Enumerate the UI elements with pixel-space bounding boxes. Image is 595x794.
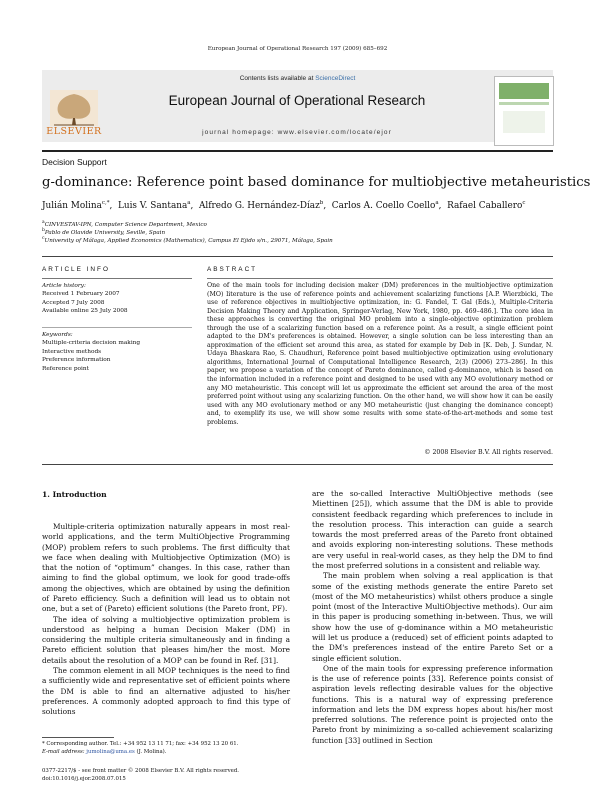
article-title: g-dominance: Reference point based dominance for multiobjective metaheuristics [42,175,591,190]
contents-prefix: Contents lists available at [239,75,316,82]
email-link[interactable]: jumolina@uma.es [86,748,135,755]
affiliation [42,220,207,228]
email-suffix: (J. Molina). [134,748,167,755]
author-affil-mark: a [435,200,439,206]
journal-cover-thumbnail [494,76,554,146]
affil-text: University of Málaga, Applied Economics (Mathematics), Campus El Ejido s/n., 29071, Málaga, Spain [44,237,333,244]
sciencedirect-link[interactable]: ScienceDirect [315,75,356,82]
paragraph: The main problem when solving a real application is that some of the existing methods generate the entire Pareto set (most of the MO metaheuristics) whilst others produce a single point (most of the Interactive MultiObjective methods). Our aim in this paper is producing something in-between. Thus, we will show how the use of g-dominance within a MO metaheuristic will let us produce a (reduced) set of efficient points adapted to the DM's preferences instead of the entire Pareto Set or a single efficient solution. [312,571,553,663]
cover-stripe [499,83,549,99]
body-column-right [312,489,553,746]
author-name: Carlos A. Coello Coello [331,200,436,211]
section-label: Decision Support [42,157,107,167]
section-rule [42,464,553,465]
author-name: Alfredo G. Hernández-Díaz [199,200,320,211]
author-affil-mark: a [187,200,191,206]
header-rule [42,150,553,152]
email-line [42,749,238,757]
paragraph: The idea of solving a multiobjective optimization problem is understood as helping a human Decision Maker (DM) in considering the multiple criteria simultaneously and in finding a Pareto efficient solution that pleases him/her the most. More details about the resolution of a MOP can be found in Ref. [31]. [42,614,290,665]
history-label: Article history: [42,283,86,289]
history-received: Received 1 February 2007 [42,291,120,298]
journal-header [42,70,553,150]
affil-mark: b [42,228,45,233]
paragraph: are the so-called Interactive MultiObjective methods (see Miettinen [25]), which assume that the DM is able to provide consistent feedback regarding which preferences to include in the resolution process. This interaction can guide a search towards the most preferred areas of the Pareto front obtained and avoids exploring non-interesting solutions. These methods are very useful in real-world cases, as they help the DM to find the most preferred solutions in a consistent and reliable way. [312,489,553,570]
affil-mark: a [42,220,45,225]
cover-stripe-thin [499,102,549,105]
author-name: Julián Molina [42,200,102,211]
affil-mark: c [42,236,45,241]
doi-line[interactable]: doi:10.1016/j.ejor.2008.07.015 [42,775,126,782]
paragraph: The common element in all MOP techniques is the need to find a sufficiently wide and representative set of efficient points where the DM is able to find an alternative adjusted to his/her preferences. A commonly adopted approach to find this type of solutions [42,665,290,717]
section-rule [42,256,553,257]
author-affil-mark: c,* [101,200,110,206]
history-online: Available online 25 July 2008 [42,308,128,315]
corresponding-author: * Corresponding author. Tel.: +34 952 13 11 71; fax: +34 952 13 20 61. [42,741,239,747]
journal-title: European Journal of Operational Research [168,93,426,108]
affil-text: Pablo de Olavide University, Seville, Spain [44,229,166,236]
affiliation [42,228,165,236]
author-list: Julián Molina$^{c,*}$, Luis V. Santana$^a$, Alfredo G. Hernández-Díaz$^b$, Carlos A. Coello Coello$^a$, Rafael Caballero$^c$ [42,200,526,211]
history-accepted: Accepted 7 July 2008 [42,299,105,306]
keyword: Multiple-criteria decision making [42,340,141,347]
article-history [42,282,192,316]
article-info-heading: ARTICLE INFO [42,266,110,273]
abstract-rule [207,278,553,279]
contents-line [42,75,553,82]
abstract-text: One of the main tools for including decision maker (DM) preferences in the multiobjective optimization (MO) literature is the use of reference points and achievement scalarizing functions [A.P. Wierzbicki, The use of reference objectives in multiobjective optimization, in: G. Fandel, T. Gal (Eds.), Multiple-Criteria Decision Making Theory and Application, Springer-Verlag, New York, 1980, pp. 469–486.]. The core idea in these approaches is converting the original MO problem into a single-objective optimization problem through the use of a scalarizing function based on a reference point. As a result, a single efficient point adapted to the DM's preferences is obtained. However, a single solution can be less interesting than an approximation of the efficient set around this area, as stated for example by Deb in [K. Deb, J. Sundar, N. Udaya Bhaskara Rao, S. Chaudhuri, Reference point based multiobjective optimization using evolutionary algorithms, International Journal of Computational Intelligence Research, 2(3) (2006) 273–286]. In this paper, we propose a variation of the concept of Pareto dominance, called g-dominance, which is based on the information included in a reference point and designed to be used with any MO evolutionary method or any MO metaheuristic. This concept will let us approximate the efficient set around the area of the most preferred point without using any scalarizing function. On the other hand, we will show how it can be easily used with any MO evolutionary method or any MO metaheuristic (just changing the dominance concept) and, to exemplify its use, we will show some results with some state-of-the-art-methods and some test problems. [207,282,553,426]
copyright: © 2008 Elsevier B.V. All rights reserved. [424,449,553,456]
keyword: Reference point [42,365,89,372]
keyword: Interactive methods [42,348,102,355]
issn-line: 0377-2217/$ - see front matter © 2008 Elsevier B.V. All rights reserved. [42,768,239,774]
journal-homepage[interactable]: journal homepage: www.elsevier.com/locate/ejor [202,129,392,136]
cover-body [503,111,545,133]
imprint [42,768,239,783]
keywords-label: Keywords: [42,332,73,338]
affil-text: CINVESTAV-IPN, Computer Science Department, Mexico [44,221,207,228]
author-name: Rafael Caballero [447,200,523,211]
info-rule [42,278,192,279]
journal-citation: European Journal of Operational Research 197 (2009) 685–692 [207,46,388,52]
author-name: Luis V. Santana [117,200,188,211]
author-affil-mark: c [522,200,526,206]
info-rule [42,327,192,328]
publisher-logo-text: ELSEVIER [46,126,102,137]
body-column-left [42,522,290,717]
footnote [42,741,238,756]
email-label: E-mail address: [42,748,87,755]
keyword: Preference information [42,357,111,364]
affiliation [42,236,333,244]
footnote-rule [42,737,114,738]
keyword-list [42,331,192,373]
author-affil-mark: b [319,200,324,206]
section-heading: 1. Introduction [42,490,107,499]
paragraph: One of the main tools for expressing preference information is the use of reference points [33]. Reference points consist of aspiration levels reflecting desirable values for the objective functions. This is a natural way of expressing preference information and lets the DM express hopes about his/her most preferred solutions. The reference point is projected onto the Pareto front by minimizing a so-called achievement scalarizing function [33] outlined in Section [312,663,553,745]
paragraph: Multiple-criteria optimization naturally appears in most real-world applications, and the term MultiObjective Programming (MOP) problem refers to such problems. The first difficulty that we face when dealing with Multiobjective Optimization (MO) is that the notion of “optimum” changes. In this case, rather than aiming to find the global optimum, we look for good trade-offs among the objectives, which are obtained by using the definition of Pareto efficiency. Such a definition will lead us to obtain not one, but a set of (Pareto) efficient solutions (the Pareto front, PF). [42,522,290,614]
abstract-heading: ABSTRACT [207,266,258,273]
